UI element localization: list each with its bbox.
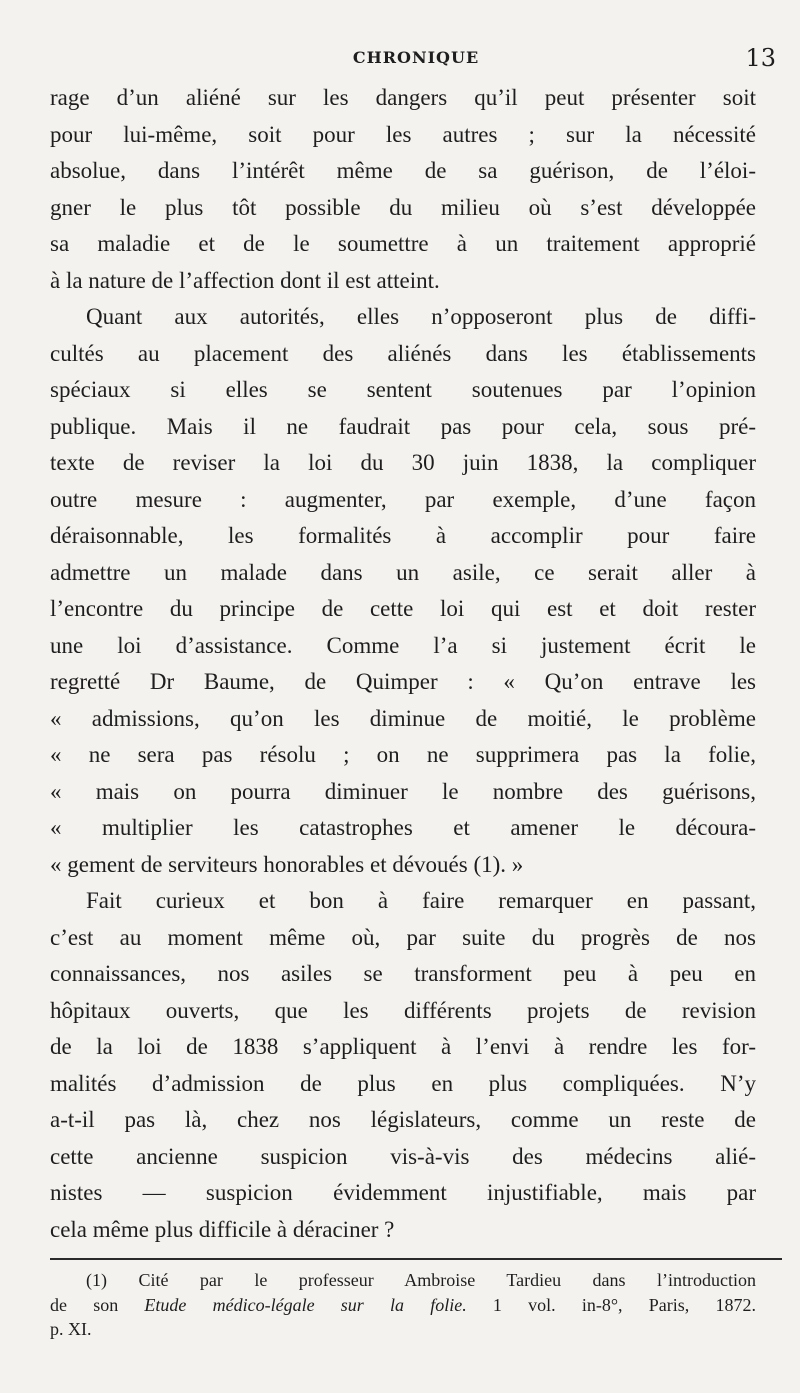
text-line: cela même plus difficile à déraciner ? <box>50 1216 395 1242</box>
text-line: connaissances, nos asiles se transforment peu à peu en <box>50 961 756 986</box>
text-line: l’encontre du principe de cette loi qui est et doit rester <box>50 596 756 621</box>
body-text <box>50 80 756 1248</box>
text-line: cultés au placement des aliénés dans les établissements <box>50 340 756 366</box>
text-line: regretté Dr Baume, de Quimper : « Qu’on entrave les <box>50 669 756 694</box>
cited-work-title: Etude médico-légale sur la folie. <box>144 1294 467 1315</box>
text-line: c’est au moment même où, par suite du progrès de nos <box>50 924 756 950</box>
footnote <box>50 1268 756 1342</box>
text-line: « ne sera pas résolu ; on ne supprimera pas la folie, <box>50 742 756 767</box>
footnote-line: p. XI. <box>50 1319 92 1339</box>
text-line: « admissions, qu’on les diminue de moitié, le problème <box>50 705 756 731</box>
text-line: sa maladie et de le soumettre à un traitement approprié <box>50 231 756 256</box>
footnote-text: de son <box>50 1294 145 1315</box>
text-line: outre mesure : augmenter, par exemple, d’une façon <box>50 486 756 512</box>
page-number: 13 <box>745 44 776 72</box>
text-line: pour lui-même, soit pour les autres ; sur la nécessité <box>50 121 756 147</box>
text-line: absolue, dans l’intérêt même de sa guérison, de l’éloi- <box>50 158 756 183</box>
text-line: Fait curieux et bon à faire remarquer en passant, <box>86 888 756 913</box>
text-line: de la loi de 1838 s’appliquent à l’envi à rendre les for- <box>50 1034 756 1059</box>
page-header <box>50 44 782 74</box>
text-line: a-t-il pas là, chez nos législateurs, comme un reste de <box>50 1107 756 1132</box>
footnote-text: 1 vol. in-8°, Paris, 1872. <box>466 1294 756 1315</box>
text-line: rage d’un aliéné sur les dangers qu’il peut présenter soit <box>50 85 756 110</box>
footnote-separator <box>50 1258 782 1260</box>
text-line: malités d’admission de plus en plus compliquées. N’y <box>50 1070 756 1096</box>
text-line: « mais on pourra diminuer le nombre des guérisons, <box>50 778 756 804</box>
text-line: déraisonnable, les formalités à accomplir pour faire <box>50 523 756 548</box>
text-line: nistes — suspicion évidemment injustifiable, mais par <box>50 1180 756 1205</box>
text-line: « gement de serviteurs honorables et dévoués (1). » <box>50 851 524 877</box>
text-line: Quant aux autorités, elles n’opposeront plus de diffi- <box>86 304 756 329</box>
footnote-line <box>50 1293 756 1318</box>
text-line: cette ancienne suspicion vis-à-vis des médecins alié- <box>50 1143 756 1169</box>
footnote-line: (1) Cité par le professeur Ambroise Tardieu dans l’introduction <box>86 1270 756 1290</box>
text-line: à la nature de l’affection dont il est atteint. <box>50 267 440 293</box>
text-line: spéciaux si elles se sentent soutenues par l’opinion <box>50 377 756 402</box>
text-line: texte de reviser la loi du 30 juin 1838, la compliquer <box>50 450 756 475</box>
text-line: publique. Mais il ne faudrait pas pour cela, sous pré- <box>50 413 756 439</box>
text-line: admettre un malade dans un asile, ce serait aller à <box>50 559 756 585</box>
text-line: « multiplier les catastrophes et amener le découra- <box>50 815 756 840</box>
running-title: CHRONIQUE <box>352 48 480 67</box>
text-line: hôpitaux ouverts, que les différents projets de revision <box>50 997 756 1023</box>
text-line: une loi d’assistance. Comme l’a si justement écrit le <box>50 632 756 658</box>
text-line: gner le plus tôt possible du milieu où s’est développée <box>50 194 756 220</box>
